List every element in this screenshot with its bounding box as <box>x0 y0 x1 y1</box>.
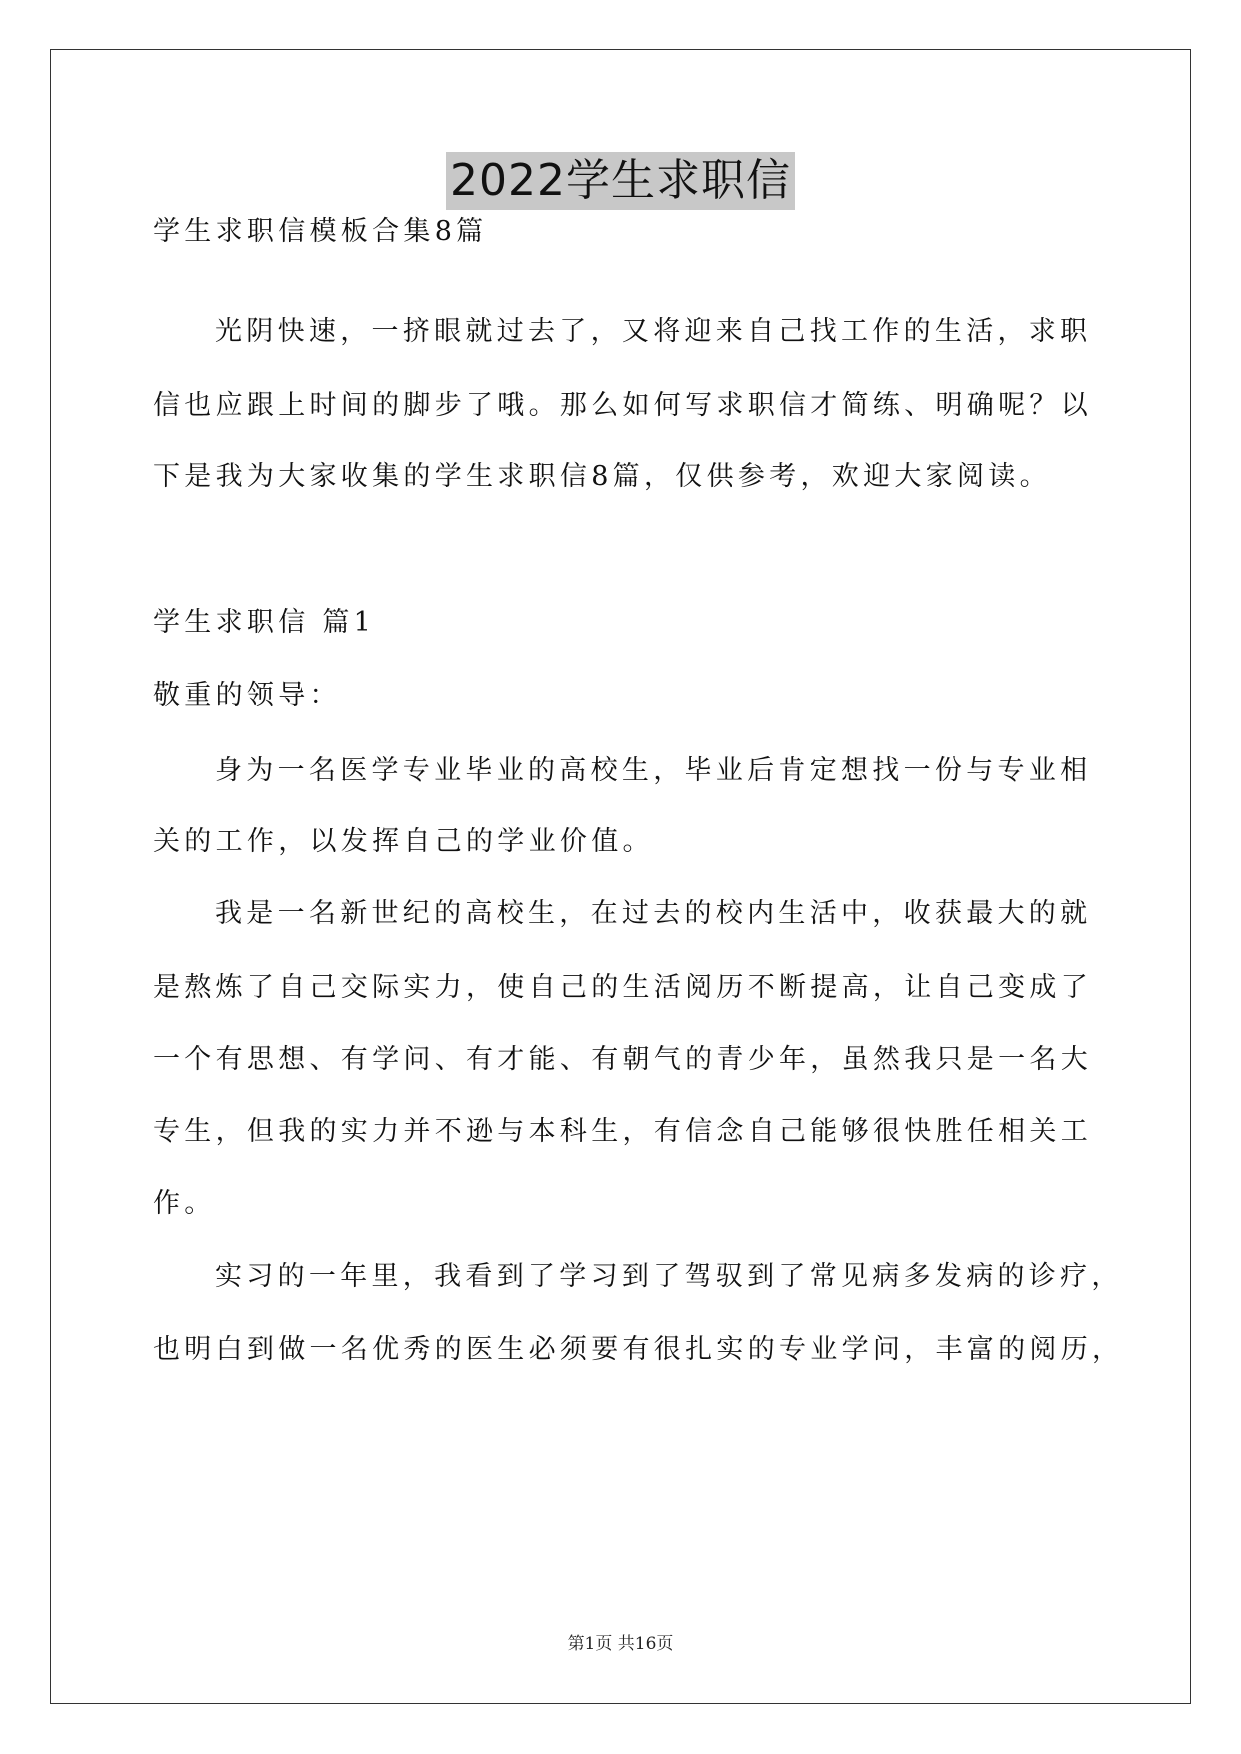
intro-line-3: 下是我为大家收集的学生求职信8篇，仅供参考，欢迎大家阅读。 <box>153 461 1051 492</box>
section-heading: 学生求职信 篇1 <box>153 607 376 638</box>
document-subtitle: 学生求职信模板合集8篇 <box>153 216 488 247</box>
intro-line-2: 信也应跟上时间的脚步了哦。那么如何写求职信才简练、明确呢？以 <box>153 390 1092 421</box>
paragraph2-line-3: 一个有思想、有学问、有才能、有朝气的青少年，虽然我只是一名大 <box>153 1044 1092 1075</box>
intro-line-1: 光阴快速，一挤眼就过去了，又将迎来自己找工作的生活，求职 <box>215 316 1092 347</box>
document-title: 2022学生求职信 <box>446 152 795 210</box>
paragraph2-line-4: 专生，但我的实力并不逊与本科生，有信念自己能够很快胜任相关工 <box>153 1116 1092 1147</box>
paragraph1-line-2: 关的工作，以发挥自己的学业价值。 <box>153 826 654 857</box>
salutation: 敬重的领导： <box>153 680 341 711</box>
paragraph3-line-1: 实习的一年里，我看到了学习到了驾驭到了常见病多发病的诊疗， <box>215 1261 1123 1292</box>
paragraph2-line-2: 是熬炼了自己交际实力，使自己的生活阅历不断提高，让自己变成了 <box>153 972 1092 1003</box>
page-number-footer: 第1页 共16页 <box>567 1634 674 1654</box>
paragraph3-line-2: 也明白到做一名优秀的医生必须要有很扎实的专业学问，丰富的阅历， <box>153 1334 1124 1365</box>
title-container <box>0 152 1241 210</box>
paragraph2-line-1: 我是一名新世纪的高校生，在过去的校内生活中，收获最大的就 <box>215 898 1092 929</box>
paragraph1-line-1: 身为一名医学专业毕业的高校生，毕业后肯定想找一份与专业相 <box>215 755 1092 786</box>
page-border <box>50 49 1191 1704</box>
paragraph2-line-5: 作。 <box>153 1188 216 1219</box>
